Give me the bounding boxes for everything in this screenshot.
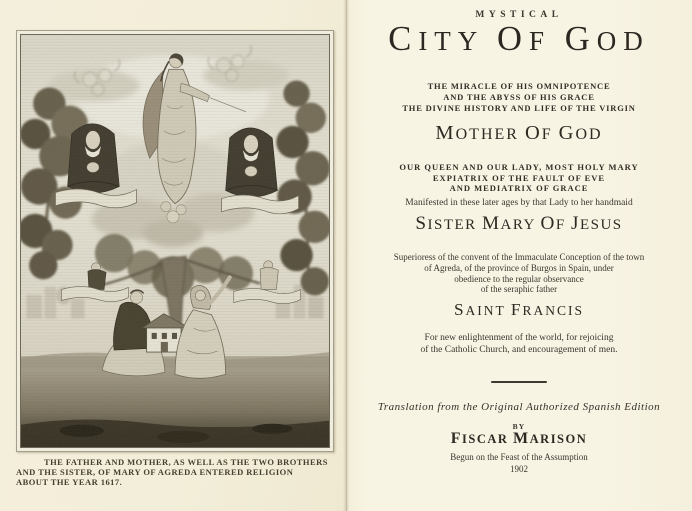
purpose-line: For new enlightenment of the world, for rejoicing xyxy=(424,333,614,343)
by-label: BY xyxy=(512,422,526,431)
caption-line: AND THE SISTER, OF MARY OF AGREDA ENTERED RELIGION xyxy=(16,467,294,477)
publication-year: 1902 xyxy=(510,463,528,474)
illustration-frame xyxy=(16,30,334,452)
caption-line: ABOUT THE YEAR 1617. xyxy=(16,477,123,487)
caption-line: THE FATHER AND MOTHER, AS WELL AS THE TWO BROTHERS xyxy=(44,457,328,467)
section-divider-rule xyxy=(491,381,547,383)
subtitle-line: THE DIVINE HISTORY AND LIFE OF THE VIRGIN xyxy=(402,103,636,113)
dedication-title: MOTHER OF GOD xyxy=(435,122,603,144)
subtitle-line: THE MIRACLE OF HIS OMNIPOTENCE xyxy=(427,81,611,91)
superioress-line: of the seraphic father xyxy=(480,284,558,294)
dedication-line: EXPIATRIX OF THE FAULT OF EVE xyxy=(432,173,606,183)
engraving-grain-texture xyxy=(21,35,329,447)
title-page xyxy=(346,0,692,511)
translation-line: Translation from the Original Authorized Spanish Edition xyxy=(377,401,661,413)
translator-name: FISCAR MARISON xyxy=(450,430,588,447)
order-title: SAINT FRANCIS xyxy=(453,300,585,319)
purpose-line: of the Catholic Church, and encouragement of men. xyxy=(420,344,618,355)
page-gutter xyxy=(343,0,350,511)
dedication-line: OUR QUEEN AND OUR LADY, MOST HOLY MARY xyxy=(399,162,639,172)
dedication-line: AND MEDIATRIX OF GRACE xyxy=(449,183,589,193)
superioress-line: obedience to the regular observance xyxy=(454,273,584,284)
begun-line: Begun on the Feast of the Assumption xyxy=(450,452,588,462)
subtitle-line: AND THE ABYSS OF HIS GRACE xyxy=(443,92,595,102)
illustration-caption xyxy=(16,457,328,487)
superioress-line: Superioress of the convent of the Immaculate Conception of the town xyxy=(393,252,645,262)
series-title: MYSTICAL xyxy=(475,10,563,20)
main-title: CITY OF GOD xyxy=(388,20,650,58)
handmaid-title: SISTER MARY OF JESUS xyxy=(415,213,623,234)
engraving-illustration xyxy=(21,35,329,447)
manifested-line: Manifested in these later ages by that Lady to her handmaid xyxy=(405,198,633,208)
superioress-line: of Agreda, of the province of Burgos in Spain, under xyxy=(424,263,614,273)
